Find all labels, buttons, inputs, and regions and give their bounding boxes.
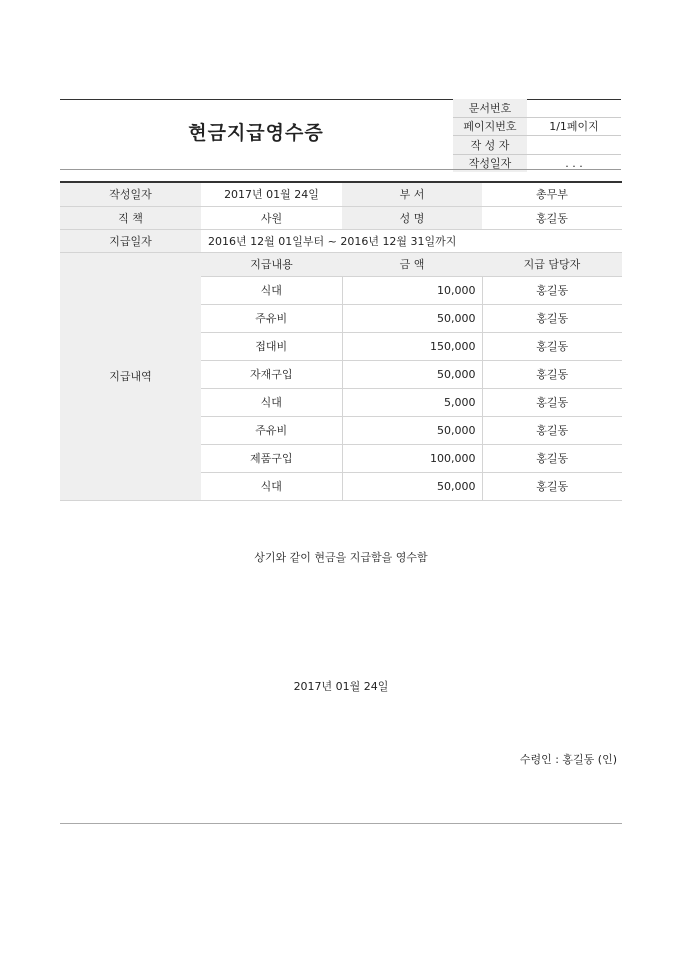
document-meta-table xyxy=(453,99,621,172)
meta-value xyxy=(527,136,621,155)
details-header-row xyxy=(60,252,622,276)
column-header-item: 지급내용 xyxy=(201,252,342,276)
meta-row xyxy=(453,136,621,155)
column-header-amount: 금 액 xyxy=(342,252,482,276)
item-cell: 제품구입 xyxy=(201,444,342,472)
info-row xyxy=(60,206,622,229)
manager-cell: 홍길동 xyxy=(482,304,622,332)
footer-rule xyxy=(60,823,622,824)
dept-value: 총무부 xyxy=(482,183,622,206)
amount-cell: 5,000 xyxy=(342,388,482,416)
manager-cell: 홍길동 xyxy=(482,472,622,500)
receiver-signature: 수령인 : 홍길동 (인) xyxy=(519,753,617,766)
column-header-manager: 지급 담당자 xyxy=(482,252,622,276)
amount-cell: 50,000 xyxy=(342,304,482,332)
payment-table xyxy=(60,183,622,501)
position-value: 사원 xyxy=(201,206,342,229)
meta-label: 작 성 자 xyxy=(453,136,527,155)
amount-cell: 150,000 xyxy=(342,332,482,360)
item-cell: 식대 xyxy=(201,276,342,304)
item-cell: 자재구입 xyxy=(201,360,342,388)
meta-label: 페이지번호 xyxy=(453,117,527,136)
write-date-value: 2017년 01월 24일 xyxy=(201,183,342,206)
dept-label: 부 서 xyxy=(342,183,482,206)
item-cell: 주유비 xyxy=(201,416,342,444)
position-label: 직 책 xyxy=(60,206,201,229)
meta-value: . . . xyxy=(565,156,583,170)
meta-label: 문서번호 xyxy=(453,99,527,117)
amount-cell: 100,000 xyxy=(342,444,482,472)
meta-label: 작성일자 xyxy=(453,154,527,172)
item-cell: 식대 xyxy=(201,388,342,416)
info-row xyxy=(60,183,622,206)
write-date-label: 작성일자 xyxy=(60,183,201,206)
manager-cell: 홍길동 xyxy=(482,332,622,360)
amount-cell: 50,000 xyxy=(342,360,482,388)
manager-cell: 홍길동 xyxy=(482,388,622,416)
item-cell: 식대 xyxy=(201,472,342,500)
name-value: 홍길동 xyxy=(482,206,622,229)
meta-row xyxy=(453,99,621,117)
meta-row xyxy=(453,117,621,136)
amount-cell: 50,000 xyxy=(342,416,482,444)
manager-cell: 홍길동 xyxy=(482,416,622,444)
item-cell: 접대비 xyxy=(201,332,342,360)
pay-period-value: 2016년 12월 01일부터 ~ 2016년 12월 31일까지 xyxy=(201,229,622,252)
manager-cell: 홍길동 xyxy=(482,444,622,472)
pay-period-label: 지급일자 xyxy=(60,229,201,252)
meta-value xyxy=(527,99,621,117)
amount-cell: 50,000 xyxy=(342,472,482,500)
header-bottom-rule xyxy=(60,169,621,170)
receipt-date: 2017년 01월 24일 xyxy=(293,680,389,693)
receipt-statement: 상기와 같이 현금을 지급함을 영수함 xyxy=(254,551,428,564)
name-label: 성 명 xyxy=(342,206,482,229)
manager-cell: 홍길동 xyxy=(482,276,622,304)
details-label: 지급내역 xyxy=(60,252,201,500)
info-row xyxy=(60,229,622,252)
document-title: 현금지급영수증 xyxy=(188,122,324,144)
amount-cell: 10,000 xyxy=(342,276,482,304)
meta-value: 1/1페이지 xyxy=(527,117,621,136)
item-cell: 주유비 xyxy=(201,304,342,332)
manager-cell: 홍길동 xyxy=(482,360,622,388)
